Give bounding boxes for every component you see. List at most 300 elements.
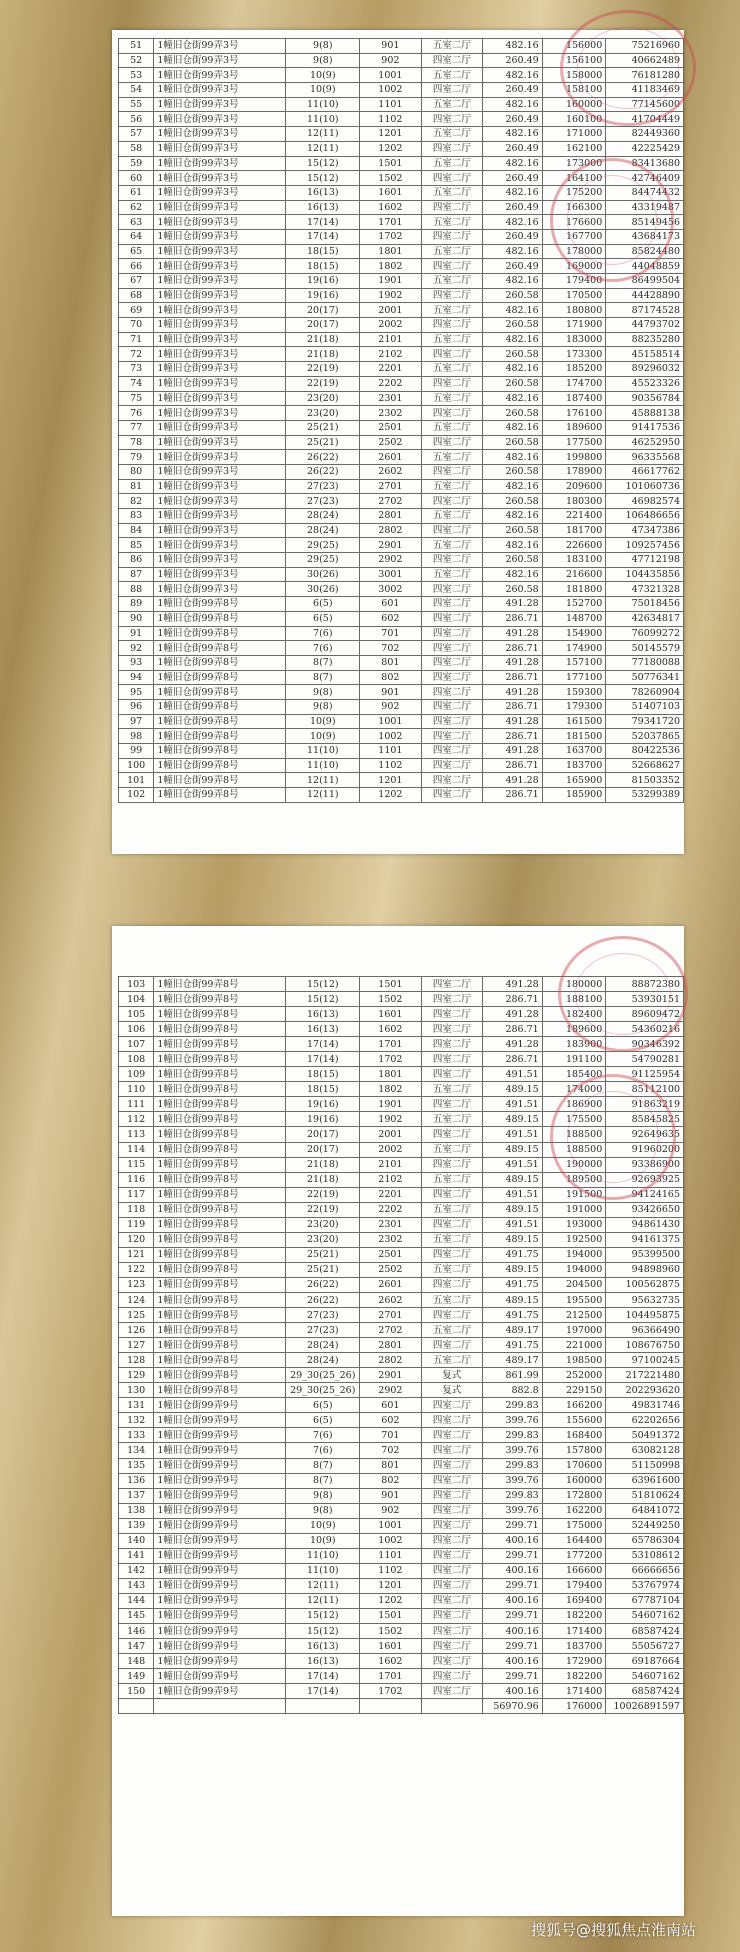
table-cell: 491.28: [483, 597, 543, 612]
table-cell: 489.17: [483, 1323, 543, 1338]
table-cell: 199800: [542, 450, 606, 465]
table-cell: 179400: [542, 1578, 606, 1593]
table-cell: 11(10): [286, 744, 360, 759]
table-cell: 26(22): [286, 1292, 360, 1307]
table-cell: 1幢旧仓街99弄8号: [154, 641, 286, 656]
table-cell: 88: [119, 582, 154, 597]
table-cell: 1幢旧仓街99弄3号: [154, 332, 286, 347]
table-row: [119, 406, 684, 421]
table-cell: 2201: [360, 362, 422, 377]
table-cell: 五室二厅: [421, 1353, 483, 1368]
table-cell: 1101: [360, 744, 422, 759]
table-cell: 1幢旧仓街99弄3号: [154, 303, 286, 318]
table-row: [119, 1639, 684, 1654]
table-cell: 174000: [542, 1082, 606, 1097]
table-cell: 四室二厅: [421, 83, 483, 98]
table-cell: 171900: [542, 318, 606, 333]
table-cell: 1幢旧仓街99弄8号: [154, 1338, 286, 1353]
table-cell: 17(14): [286, 1669, 360, 1684]
table-cell: 61: [119, 185, 154, 200]
table-cell: 491.51: [483, 1067, 543, 1082]
table-cell: 四室二厅: [421, 1593, 483, 1608]
table-cell: 399.76: [483, 1503, 543, 1518]
table-cell: 172900: [542, 1654, 606, 1669]
table-cell: 299.71: [483, 1518, 543, 1533]
table-cell: 54790281: [606, 1052, 684, 1067]
table-cell: 901: [360, 1488, 422, 1503]
table-cell: 128: [119, 1353, 154, 1368]
table-cell: 172800: [542, 1488, 606, 1503]
table-row: [119, 1443, 684, 1458]
table-cell: 五室二厅: [421, 1172, 483, 1187]
table-row: [119, 274, 684, 289]
table-cell: 26(22): [286, 464, 360, 479]
table-row: [119, 641, 684, 656]
table-cell: 701: [360, 626, 422, 641]
table-row: [119, 788, 684, 803]
table-cell: 1幢旧仓街99弄3号: [154, 450, 286, 465]
table-cell: 56: [119, 112, 154, 127]
table-cell: 1幢旧仓街99弄9号: [154, 1669, 286, 1684]
table-cell: 四室二厅: [421, 171, 483, 186]
table-cell: 104: [119, 992, 154, 1007]
table-cell: 75: [119, 391, 154, 406]
table-cell: 192500: [542, 1232, 606, 1247]
table-cell: 286.71: [483, 641, 543, 656]
table-cell: 四室二厅: [421, 553, 483, 568]
table-cell: 87174528: [606, 303, 684, 318]
table-row: [119, 1563, 684, 1578]
table-cell: 89: [119, 597, 154, 612]
table-cell: 五室二厅: [421, 244, 483, 259]
table-cell: 29(25): [286, 538, 360, 553]
table-cell: 1幢旧仓街99弄8号: [154, 670, 286, 685]
table-cell: 1幢旧仓街99弄9号: [154, 1473, 286, 1488]
table-cell: 五室二厅: [421, 156, 483, 171]
table-row: [119, 318, 684, 333]
table-cell: 9(8): [286, 1503, 360, 1518]
table-cell: 46982574: [606, 494, 684, 509]
table-cell: 125: [119, 1308, 154, 1323]
table-cell: 50776341: [606, 670, 684, 685]
source-watermark: 搜狐号@搜狐焦点淮南站: [530, 1921, 696, 1939]
table-cell: 6(5): [286, 597, 360, 612]
empty-cell: [119, 1699, 154, 1714]
table-cell: 五室二厅: [421, 1262, 483, 1277]
table-cell: 五室二厅: [421, 97, 483, 112]
table-cell: 166300: [542, 200, 606, 215]
table-cell: 1902: [360, 288, 422, 303]
table-cell: 160000: [542, 1473, 606, 1488]
table-cell: 1501: [360, 156, 422, 171]
table-cell: 180300: [542, 494, 606, 509]
table-cell: 1幢旧仓街99弄8号: [154, 1097, 286, 1112]
table-cell: 3002: [360, 582, 422, 597]
table-cell: 1幢旧仓街99弄3号: [154, 582, 286, 597]
table-cell: 75216960: [606, 39, 684, 54]
table-cell: 1幢旧仓街99弄8号: [154, 699, 286, 714]
table-cell: 22(19): [286, 1202, 360, 1217]
table-row: [119, 670, 684, 685]
table-cell: 四室二厅: [421, 714, 483, 729]
table-cell: 五室二厅: [421, 362, 483, 377]
table-cell: 188100: [542, 992, 606, 1007]
table-row: [119, 1292, 684, 1307]
table-cell: 144: [119, 1593, 154, 1608]
table-cell: 100562875: [606, 1277, 684, 1292]
table-cell: 134: [119, 1443, 154, 1458]
table-cell: 139: [119, 1518, 154, 1533]
table-cell: 189600: [542, 1022, 606, 1037]
table-cell: 五室二厅: [421, 332, 483, 347]
table-row: [119, 1548, 684, 1563]
table-row: [119, 1533, 684, 1548]
table-cell: 2901: [360, 1368, 422, 1383]
table-cell: 2301: [360, 1217, 422, 1232]
table-row: [119, 450, 684, 465]
table-cell: 1幢旧仓街99弄8号: [154, 1383, 286, 1398]
table-cell: 119: [119, 1217, 154, 1232]
table-cell: 1幢旧仓街99弄9号: [154, 1608, 286, 1623]
table-cell: 54607162: [606, 1669, 684, 1684]
table-cell: 四室二厅: [421, 611, 483, 626]
table-cell: 68587424: [606, 1684, 684, 1699]
table-cell: 25(21): [286, 420, 360, 435]
table-cell: 40662489: [606, 53, 684, 68]
table-cell: 2001: [360, 1127, 422, 1142]
table-cell: 106486656: [606, 509, 684, 524]
table-cell: 168400: [542, 1428, 606, 1443]
table-cell: 67787104: [606, 1593, 684, 1608]
table-cell: 1幢旧仓街99弄8号: [154, 1142, 286, 1157]
table-cell: 129: [119, 1368, 154, 1383]
price-list-sheet-2: [112, 926, 684, 1916]
table-cell: 118: [119, 1202, 154, 1217]
table-cell: 51150998: [606, 1458, 684, 1473]
table-cell: 178900: [542, 464, 606, 479]
table-cell: 158100: [542, 83, 606, 98]
table-cell: 98: [119, 729, 154, 744]
table-cell: 四室二厅: [421, 1684, 483, 1699]
table-row: [119, 127, 684, 142]
table-cell: 12(11): [286, 788, 360, 803]
table-row: [119, 494, 684, 509]
table-cell: 五室二厅: [421, 479, 483, 494]
table-cell: 91863219: [606, 1097, 684, 1112]
table-cell: 97: [119, 714, 154, 729]
table-cell: 152700: [542, 597, 606, 612]
table-cell: 110: [119, 1082, 154, 1097]
table-row: [119, 597, 684, 612]
table-row: [119, 68, 684, 83]
table-cell: 162200: [542, 1503, 606, 1518]
table-cell: 482.16: [483, 362, 543, 377]
table-cell: 9(8): [286, 699, 360, 714]
table-cell: 71: [119, 332, 154, 347]
table-row: [119, 1037, 684, 1052]
table-cell: 64: [119, 229, 154, 244]
table-row: [119, 699, 684, 714]
table-cell: 1幢旧仓街99弄3号: [154, 68, 286, 83]
empty-cell: [421, 1699, 483, 1714]
table-cell: 182400: [542, 1007, 606, 1022]
table-cell: 五室二厅: [421, 68, 483, 83]
table-cell: 五室二厅: [421, 127, 483, 142]
table-cell: 145: [119, 1608, 154, 1623]
table-cell: 217221480: [606, 1368, 684, 1383]
table-cell: 260.58: [483, 347, 543, 362]
table-cell: 175500: [542, 1112, 606, 1127]
table-cell: 23(20): [286, 406, 360, 421]
empty-cell: [360, 1699, 422, 1714]
table-cell: 1601: [360, 1639, 422, 1654]
table-cell: 482.16: [483, 274, 543, 289]
price-list-sheet-1: [112, 30, 684, 854]
table-row: [119, 1353, 684, 1368]
table-cell: 五室二厅: [421, 1082, 483, 1097]
table-cell: 52449250: [606, 1518, 684, 1533]
table-cell: 260.49: [483, 141, 543, 156]
table-row: [119, 1187, 684, 1202]
table-cell: 299.71: [483, 1669, 543, 1684]
table-cell: 1幢旧仓街99弄8号: [154, 655, 286, 670]
table-cell: 82: [119, 494, 154, 509]
table-cell: 22(19): [286, 362, 360, 377]
table-cell: 260.58: [483, 523, 543, 538]
table-cell: 491.75: [483, 1308, 543, 1323]
table-cell: 1幢旧仓街99弄3号: [154, 156, 286, 171]
table-cell: 11(10): [286, 1563, 360, 1578]
table-cell: 202293620: [606, 1383, 684, 1398]
table-cell: 1801: [360, 244, 422, 259]
table-cell: 132: [119, 1413, 154, 1428]
price-table-1: [118, 38, 684, 803]
table-cell: 1幢旧仓街99弄9号: [154, 1533, 286, 1548]
table-cell: 116: [119, 1172, 154, 1187]
table-row: [119, 53, 684, 68]
table-cell: 43684173: [606, 229, 684, 244]
table-cell: 156000: [542, 39, 606, 54]
table-cell: 491.75: [483, 1277, 543, 1292]
table-cell: 1701: [360, 215, 422, 230]
table-cell: 63: [119, 215, 154, 230]
table-cell: 286.71: [483, 992, 543, 1007]
table-cell: 169000: [542, 259, 606, 274]
table-cell: 111: [119, 1097, 154, 1112]
table-cell: 133: [119, 1428, 154, 1443]
table-cell: 26(22): [286, 1277, 360, 1292]
table-cell: 902: [360, 699, 422, 714]
table-cell: 601: [360, 597, 422, 612]
table-cell: 141: [119, 1548, 154, 1563]
table-row: [119, 435, 684, 450]
table-cell: 1幢旧仓街99弄3号: [154, 509, 286, 524]
table-cell: 482.16: [483, 68, 543, 83]
table-cell: 53930151: [606, 992, 684, 1007]
table-cell: 28(24): [286, 1353, 360, 1368]
table-cell: 25(21): [286, 1262, 360, 1277]
table-cell: 179400: [542, 274, 606, 289]
table-cell: 四室二厅: [421, 685, 483, 700]
table-cell: 1幢旧仓街99弄3号: [154, 347, 286, 362]
table-cell: 五室二厅: [421, 391, 483, 406]
table-cell: 四室二厅: [421, 1654, 483, 1669]
table-cell: 89609472: [606, 1007, 684, 1022]
table-cell: 1幢旧仓街99弄3号: [154, 259, 286, 274]
total-cell: 10026891597: [606, 1699, 684, 1714]
table-cell: 88872380: [606, 977, 684, 992]
table-cell: 1幢旧仓街99弄8号: [154, 788, 286, 803]
table-cell: 113: [119, 1127, 154, 1142]
table-cell: 2802: [360, 1353, 422, 1368]
table-cell: 70: [119, 318, 154, 333]
table-cell: 1幢旧仓街99弄8号: [154, 1202, 286, 1217]
table-row: [119, 479, 684, 494]
table-cell: 1202: [360, 141, 422, 156]
table-cell: 四室二厅: [421, 1217, 483, 1232]
table-cell: 1幢旧仓街99弄8号: [154, 1368, 286, 1383]
table-cell: 17(14): [286, 229, 360, 244]
table-cell: 114: [119, 1142, 154, 1157]
table-cell: 193000: [542, 1217, 606, 1232]
table-cell: 138: [119, 1503, 154, 1518]
table-cell: 66: [119, 259, 154, 274]
table-cell: 53108612: [606, 1548, 684, 1563]
table-cell: 188500: [542, 1142, 606, 1157]
table-cell: 109257456: [606, 538, 684, 553]
table-cell: 400.16: [483, 1533, 543, 1548]
table-cell: 四室二厅: [421, 464, 483, 479]
table-cell: 1901: [360, 274, 422, 289]
table-cell: 28(24): [286, 1338, 360, 1353]
table-cell: 1602: [360, 1022, 422, 1037]
table-cell: 1幢旧仓街99弄8号: [154, 1292, 286, 1307]
table-row: [119, 977, 684, 992]
table-cell: 18(15): [286, 259, 360, 274]
table-cell: 299.71: [483, 1639, 543, 1654]
table-cell: 85112100: [606, 1082, 684, 1097]
table-cell: 122: [119, 1262, 154, 1277]
table-cell: 178000: [542, 244, 606, 259]
table-cell: 1902: [360, 1112, 422, 1127]
table-cell: 四室二厅: [421, 1413, 483, 1428]
table-cell: 482.16: [483, 97, 543, 112]
table-row: [119, 1608, 684, 1623]
table-cell: 181800: [542, 582, 606, 597]
table-cell: 183000: [542, 332, 606, 347]
table-cell: 87: [119, 567, 154, 582]
table-cell: 10(9): [286, 729, 360, 744]
table-cell: 482.16: [483, 332, 543, 347]
table-cell: 1幢旧仓街99弄9号: [154, 1398, 286, 1413]
table-cell: 95632735: [606, 1292, 684, 1307]
table-cell: 四室二厅: [421, 699, 483, 714]
table-cell: 2801: [360, 1338, 422, 1353]
table-cell: 1001: [360, 714, 422, 729]
table-cell: 1幢旧仓街99弄3号: [154, 200, 286, 215]
table-cell: 68: [119, 288, 154, 303]
table-cell: 1602: [360, 1654, 422, 1669]
table-cell: 137: [119, 1488, 154, 1503]
table-cell: 482.16: [483, 509, 543, 524]
table-cell: 五室二厅: [421, 420, 483, 435]
table-row: [119, 420, 684, 435]
table-cell: 170500: [542, 288, 606, 303]
table-cell: 15(12): [286, 977, 360, 992]
table-cell: 1802: [360, 259, 422, 274]
table-cell: 182200: [542, 1669, 606, 1684]
table-row: [119, 1473, 684, 1488]
table-cell: 45523326: [606, 376, 684, 391]
table-cell: 19(16): [286, 1112, 360, 1127]
table-cell: 299.83: [483, 1488, 543, 1503]
table-cell: 286.71: [483, 729, 543, 744]
table-cell: 901: [360, 685, 422, 700]
table-row: [119, 112, 684, 127]
table-cell: 四室二厅: [421, 582, 483, 597]
table-row: [119, 1007, 684, 1022]
table-cell: 1802: [360, 1082, 422, 1097]
table-cell: 482.16: [483, 391, 543, 406]
table-cell: 16(13): [286, 185, 360, 200]
table-cell: 188500: [542, 1127, 606, 1142]
table-row: [119, 1172, 684, 1187]
table-cell: 191100: [542, 1052, 606, 1067]
table-cell: 100: [119, 758, 154, 773]
table-row: [119, 1398, 684, 1413]
table-cell: 164400: [542, 1533, 606, 1548]
table-cell: 四室二厅: [421, 406, 483, 421]
table-row: [119, 1112, 684, 1127]
table-cell: 四室二厅: [421, 1428, 483, 1443]
table-cell: 185200: [542, 362, 606, 377]
table-cell: 149: [119, 1669, 154, 1684]
table-row: [119, 1518, 684, 1533]
table-cell: 四室二厅: [421, 992, 483, 1007]
table-cell: 2901: [360, 538, 422, 553]
table-row: [119, 714, 684, 729]
table-cell: 2501: [360, 420, 422, 435]
table-cell: 482.16: [483, 244, 543, 259]
table-cell: 2102: [360, 347, 422, 362]
table-cell: 162100: [542, 141, 606, 156]
table-cell: 1701: [360, 1037, 422, 1052]
table-cell: 170600: [542, 1458, 606, 1473]
table-cell: 1502: [360, 1624, 422, 1639]
table-cell: 21(18): [286, 332, 360, 347]
table-cell: 1幢旧仓街99弄8号: [154, 1037, 286, 1052]
table-cell: 491.28: [483, 714, 543, 729]
table-row: [119, 1654, 684, 1669]
table-cell: 2002: [360, 1142, 422, 1157]
table-cell: 9(8): [286, 39, 360, 54]
table-cell: 299.83: [483, 1458, 543, 1473]
table-cell: 2702: [360, 1323, 422, 1338]
table-cell: 50145579: [606, 641, 684, 656]
table-cell: 55056727: [606, 1639, 684, 1654]
table-cell: 183700: [542, 1639, 606, 1654]
table-cell: 183700: [542, 758, 606, 773]
table-cell: 194000: [542, 1262, 606, 1277]
table-cell: 482.16: [483, 156, 543, 171]
table-cell: 1幢旧仓街99弄9号: [154, 1518, 286, 1533]
table-cell: 260.49: [483, 171, 543, 186]
table-cell: 90346392: [606, 1037, 684, 1052]
table-cell: 1幢旧仓街99弄8号: [154, 1308, 286, 1323]
table-cell: 7(6): [286, 1443, 360, 1458]
table-cell: 四室二厅: [421, 347, 483, 362]
table-cell: 158000: [542, 68, 606, 83]
